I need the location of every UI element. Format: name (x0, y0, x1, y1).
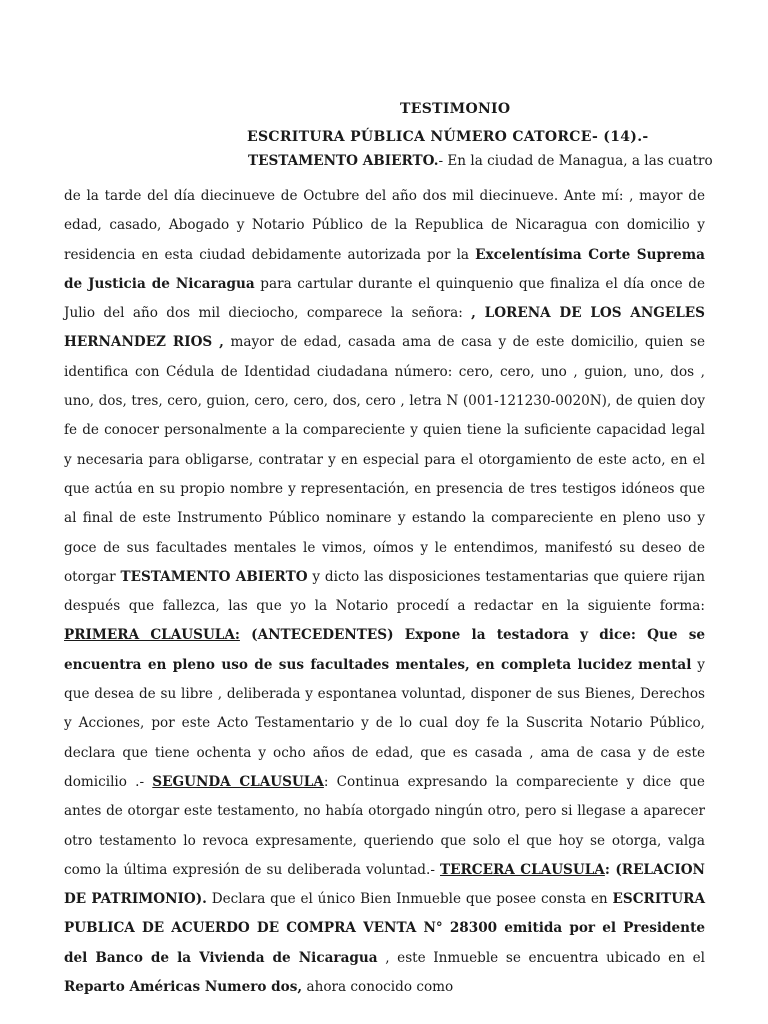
opening-line (248, 153, 713, 169)
body-text-segment: mayor de edad, casada ama de casa y de este domicilio, quien se identifica con Cédula de Identidad ciudadana número: cero, cero, uno , guion, uno, dos , uno, dos, tres, cero, guion, cero, cero, dos, cero , letra N (001-121230-0020N), de quien doy fe de conocer personalmente a la compareciente y quien tiene la suficiente capacidad legal y necesaria para obligarse, contratar y en especial para el otorgamiento de este acto, en el que actúa en su propio nombre y representación, en presencia de tres testigos idóneos que al final de este Instrumento Público nominare y estando la compareciente en pleno uso y goce de sus facultades mentales le vimos, oímos y le entendimos, manifestó su deseo de otorgar (64, 334, 705, 585)
opening-text: - En la ciudad de Managua, a las cuatro (438, 153, 713, 169)
first-clause-heading: PRIMERA CLAUSULA: (64, 627, 240, 644)
document-title: TESTIMONIO (400, 101, 511, 117)
testator-name: , LORENA DE LOS ANGELES HERNANDEZ RIOS , (64, 305, 705, 351)
testament-label: TESTAMENTO ABIERTO. (248, 153, 439, 169)
body-text-segment: : Continua expresando la compareciente y dice que antes de otorgar este testamento, no había otorgado ningún otro, pero si llegase a aparecer otro testamento lo revoca expresamente, queriendo que solo el que hoy se otorga, valga como la última expresión de su deliberada voluntad.- (64, 773, 705, 878)
deed-number-heading: ESCRITURA PÚBLICA NÚMERO CATORCE- (14).- (247, 129, 649, 145)
body-text-segment: Declara que el único Bien Inmueble que posee consta en (206, 891, 613, 908)
body-text-segment: y que desea de su libre , deliberada y espontanea voluntad, disponer de sus Bienes, Derechos y Acciones, por este Acto Testamentario y de lo cual doy fe la Suscrita Notario Público, declara que tiene ochenta y ocho años de edad, que es casada , ama de casa y de este domicilio .- (64, 656, 705, 790)
body-text-segment: , este Inmueble se encuentra ubicado en el (377, 949, 705, 966)
court-name: Excelentísima Corte Suprema de Justicia de Nicaragua (64, 246, 705, 292)
body-text-segment: ahora conocido como (302, 979, 454, 996)
testament-body (64, 182, 705, 1002)
property-deed-reference: ESCRITURA PUBLICA DE ACUERDO DE COMPRA VENTA N° 28300 emitida por el Presidente del Banco de la Vivienda de Nicaragua (64, 891, 705, 966)
first-clause-statement: (ANTECEDENTES) Expone la testadora y dice: Que se encuentra en pleno uso de sus facultades mentales, en completa lucidez mental (64, 627, 706, 673)
third-clause-subject: : (RELACION DE PATRIMONIO). (64, 861, 705, 908)
property-location: Reparto Américas Numero dos, (64, 979, 303, 996)
second-clause-heading: SEGUNDA CLAUSULA (152, 773, 324, 790)
body-text-segment: para cartular durante el quinquenio que finaliza el día once de Julio del año dos mil dieciocho, comparece la señora: (64, 275, 705, 322)
body-text-segment: de la tarde del día diecinueve de Octubre del año dos mil diecinueve. Ante mí: , mayor de edad, casado, Abogado y Notario Público de la Republica de Nicaragua con domicilio y residencia en esta ciudad debidamente autorizada por la (64, 188, 705, 263)
body-text-segment: y dicto las disposiciones testamentarias que quiere rijan después que fallezca, las que yo la Notario procedí a redactar en la siguiente forma: (64, 568, 705, 615)
testament-type: TESTAMENTO ABIERTO (120, 568, 308, 585)
third-clause-heading: TERCERA CLAUSULA (440, 861, 605, 878)
